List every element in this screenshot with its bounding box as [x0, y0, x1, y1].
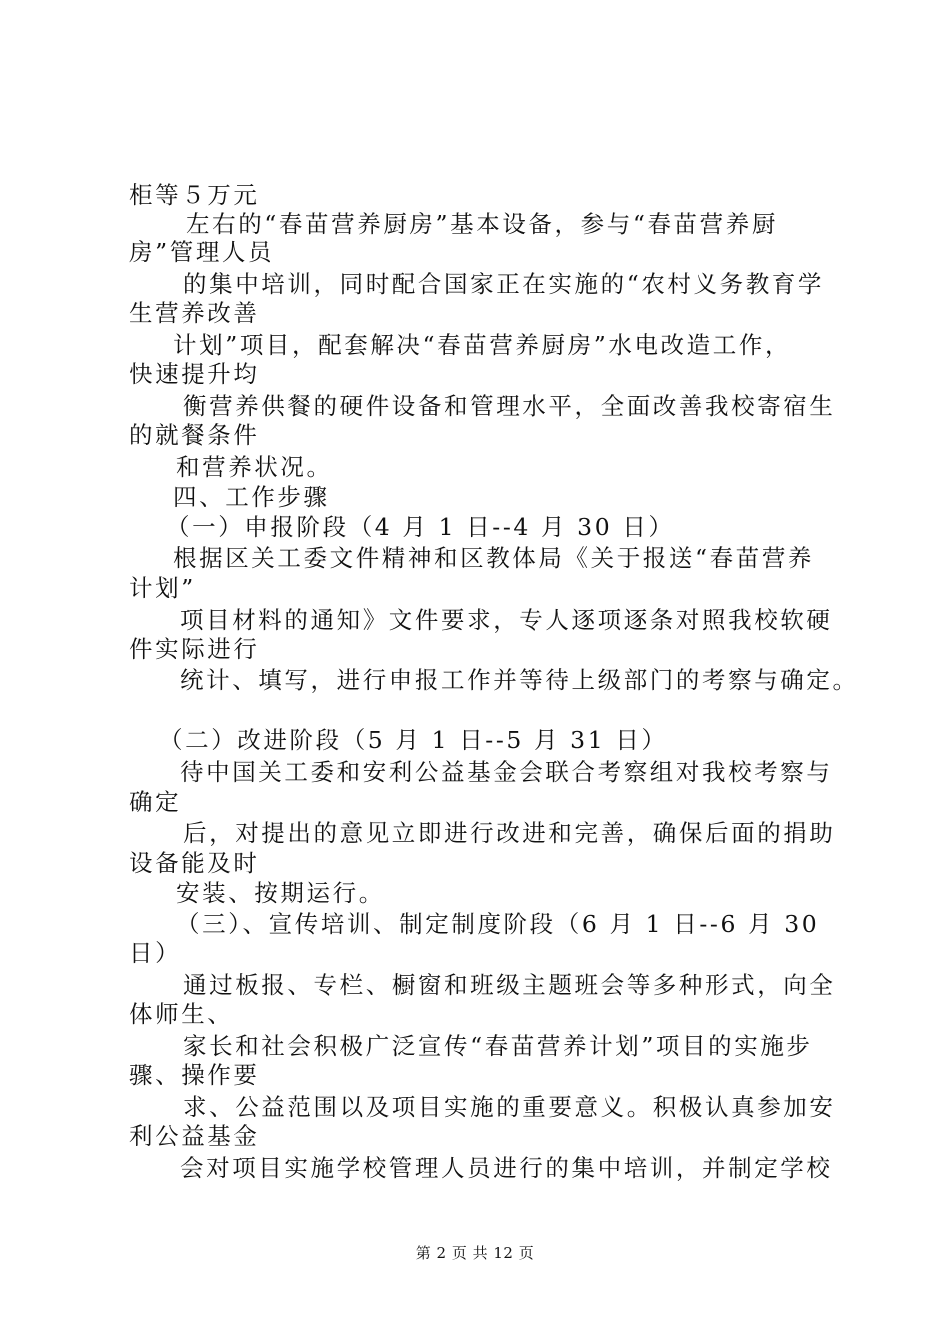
text-line: 根据区关工委文件精神和区教体局《关于报送“春苗营养: [173, 544, 815, 572]
subsection-heading: （一）申报阶段（4 月 1 日--4 月 30 日）: [166, 513, 675, 541]
text-line: 房”管理人员: [129, 238, 275, 266]
text-line: 日）: [129, 939, 182, 967]
text-line: 骤、操作要: [129, 1061, 260, 1089]
text-line: 会对项目实施学校管理人员进行的集中培训，并制定学校: [180, 1154, 833, 1182]
text-line: 衡营养供餐的硬件设备和管理水平，全面改善我校寄宿生: [183, 392, 836, 420]
text-line: 设备能及时: [129, 849, 260, 877]
text-line: 利公益基金: [129, 1122, 260, 1150]
subsection-heading: （二）改进阶段（5 月 1 日--5 月 31 日）: [159, 726, 668, 754]
text-line: 计划”: [129, 574, 196, 602]
text-line: 的集中培训，同时配合国家正在实施的“农村义务教育学: [183, 270, 825, 298]
text-line: 计划”项目，配套解决“春苗营养厨房”水电改造工作，: [173, 331, 792, 359]
text-line: 件实际进行: [129, 635, 260, 663]
page-footer: 第 2 页 共 12 页: [415, 1244, 535, 1262]
text-line: 安装、按期运行。: [176, 879, 385, 907]
text-line: 家长和社会积极广泛宣传“春苗营养计划”项目的实施步: [183, 1032, 813, 1060]
text-line: 左右的“春苗营养厨房”基本设备，参与“春苗营养厨: [186, 210, 778, 238]
text-line: 体师生、: [129, 1000, 234, 1028]
text-line: 统计、填写，进行申报工作并等待上级部门的考察与确定。: [180, 666, 859, 694]
text-line: 快速提升均: [129, 360, 260, 388]
text-line: 后，对提出的意见立即进行改进和完善，确保后面的捐助: [183, 819, 836, 847]
text-line: 的就餐条件: [129, 421, 260, 449]
text-line: 求、公益范围以及项目实施的重要意义。积极认真参加安: [183, 1093, 836, 1121]
text-line: 项目材料的通知》文件要求，专人逐项逐条对照我校软硬: [180, 606, 833, 634]
text-line: 和营养状况。: [176, 453, 333, 481]
section-heading: 四、工作步骤: [173, 483, 330, 511]
text-line: 柜等５万元: [129, 181, 260, 209]
text-line: 待中国关工委和安利公益基金会联合考察组对我校考察与: [180, 758, 833, 786]
text-line: 确定: [129, 788, 182, 816]
subsection-heading: （三）、宣传培训、制定制度阶段（6 月 1 日--6 月 30: [176, 910, 820, 938]
text-line: 通过板报、专栏、橱窗和班级主题班会等多种形式，向全: [183, 971, 836, 999]
text-line: 生营养改善: [129, 299, 260, 327]
